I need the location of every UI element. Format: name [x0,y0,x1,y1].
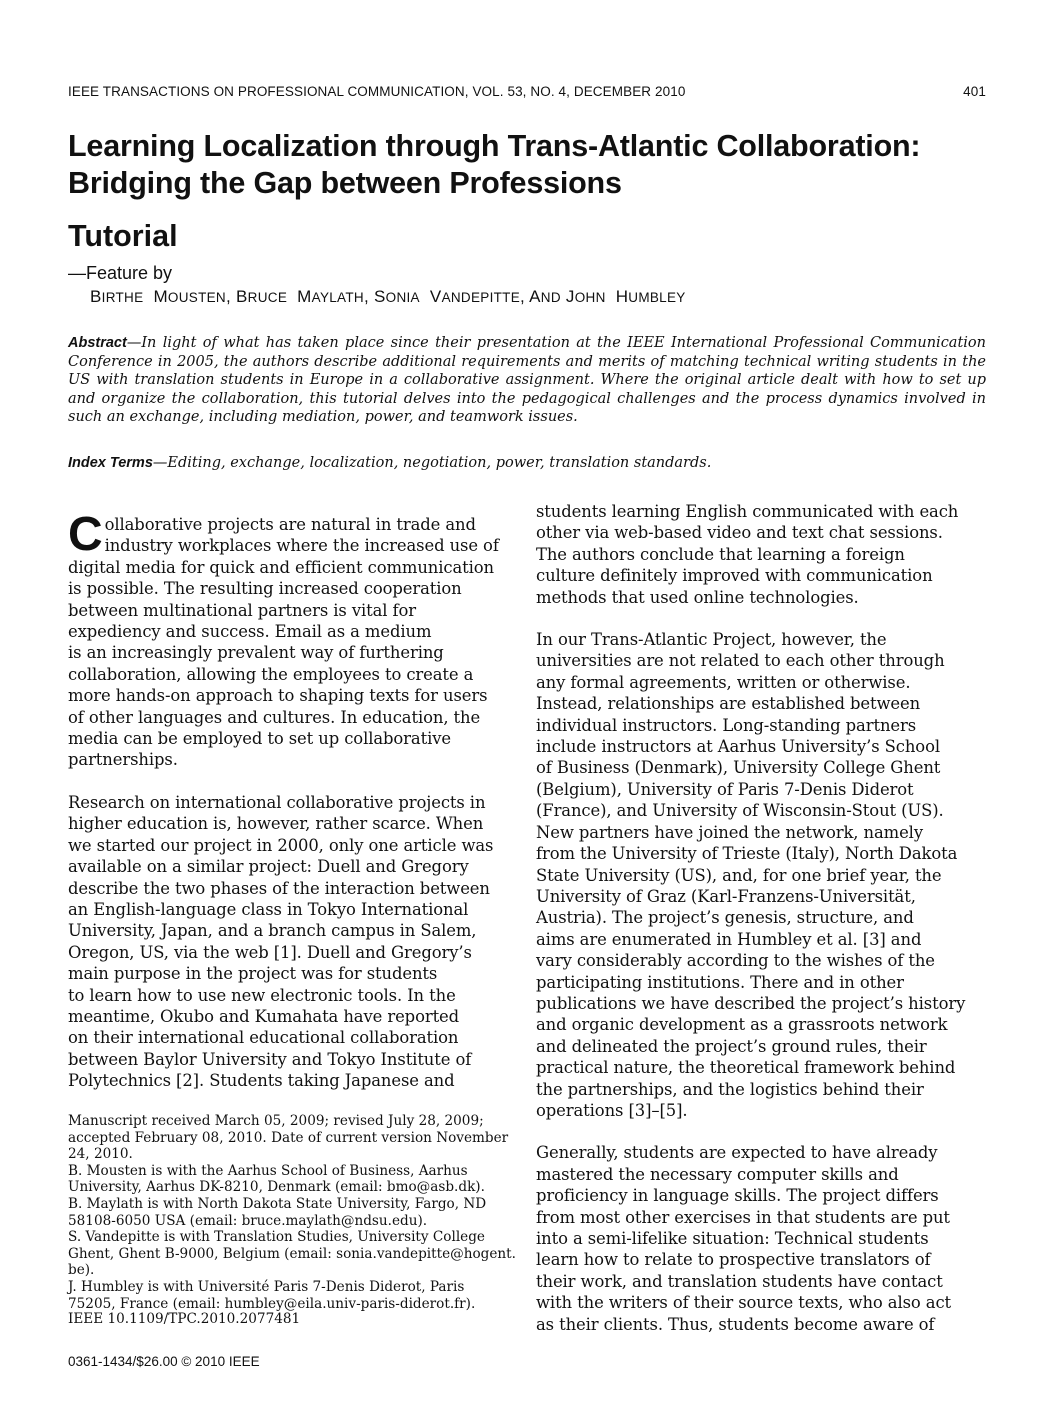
footnote-line: B. Maylath is with North Dakota State University, Fargo, ND [68,1195,487,1212]
index-terms [68,455,986,471]
footnote-line: B. Mousten is with the Aarhus School of Business, Aarhus [68,1162,468,1179]
footnote-line: S. Vandepitte is with Translation Studies, University College [68,1229,485,1246]
index-terms-label: Index Terms [68,455,153,471]
footnote-line: University, Aarhus DK-8210, Denmark (email: bmo@asb.dk). [68,1179,485,1196]
body-paragraph: Generally, students are expected to have already mastered the necessary computer skills and proficiency in language skills. The project differs from most other exercises in that students are put into a semi-lifelike situation: Technical students learn how to relate to prospective translators of their work, and translation students have contact with the writers of their source texts, who also act as their clients. Thus, students become aware of [536,1143,952,1334]
author: JOHN HUMBLEY [565,287,686,306]
body-paragraph: Research on international collaborative projects in higher education is, however, rather scarce. When we started our project in 2000, only one article was available on a similar project: Duell and Gregory describe the two phases of the interaction between an English-language class in Tokyo International University, Japan, and a branch campus in Salem, Oregon, US, via the web [1]. Duell and Gregory’s main purpose in the project was for students to learn how to use new electronic tools. In the meantime, Okubo and Kumahata have reported on their international educational collaboration between Baylor University and Tokyo Institute of Polytechnics [2]. Students taking Japanese and [68,792,494,1091]
footnote-line: Ghent, Ghent B-9000, Belgium (email: sonia.vandepitte@hogent. [68,1245,516,1262]
running-head [68,84,986,99]
and-word: AND [529,287,561,306]
footnote-line: 75205, France (email: humbley@eila.univ-paris-diderot.fr). [68,1295,476,1312]
author-list: BIRTHE MOUSTEN, BRUCE MAYLATH, SONIA VANDEPITTE, AND JOHN HUMBLEY [90,287,686,306]
author: BIRTHE MOUSTEN [90,287,226,306]
body-column-right [536,501,986,1356]
doi: IEEE 10.1109/TPC.2010.2077481 [68,1311,301,1327]
paper-title [68,128,998,202]
title-line: Bridging the Gap between Professions [68,166,622,200]
footnote-line: be). [68,1262,95,1279]
footnotes [68,1113,520,1312]
body-paragraph: students learning English communicated with each other via web-based video and text chat sessions. The authors conclude that learning a foreign culture definitely improved with communication methods that used online technologies. [536,502,959,607]
abstract-label: Abstract [68,335,127,351]
footnote-line: Manuscript received March 05, 2009; revised July 28, 2009; [68,1113,484,1129]
article-type: Tutorial [68,219,178,253]
footnote-line: 24, 2010. [68,1146,133,1163]
page-number: 401 [963,84,986,99]
author: SONIA VANDEPITTE [374,287,521,306]
body-column-left [68,508,520,1113]
abstract-text: —In light of what has taken place since their presentation at the IEEE International Professional Communication Conference in 2005, the authors describe additional requirements and merits of matching technical writing students in the US with translation students in Europe in a collaborative assignment. Where the original article dealt with how to set up and organize the collaboration, this tutorial delves into the pedagogical challenges and the process dynamics involved in such an exchange, including mediation, power, and teamwork issues. [68,335,986,426]
copyright: 0361-1434/$26.00 © 2010 IEEE [68,1354,260,1369]
footnote-line: 58108-6050 USA (email: bruce.maylath@ndsu.edu). [68,1212,428,1229]
journal-name: IEEE TRANSACTIONS ON PROFESSIONAL COMMUNICATION, VOL. 53, NO. 4, DECEMBER 2010 [68,84,686,99]
index-terms-text: —Editing, exchange, localization, negotiation, power, translation standards. [152,455,712,471]
author: BRUCE MAYLATH [236,287,364,306]
abstract [68,334,986,427]
dropcap: C [68,508,103,561]
feature-by: —Feature by [68,263,173,283]
footnote-line: J. Humbley is with Université Paris 7-Denis Diderot, Paris [68,1278,465,1295]
body-paragraph: In our Trans-Atlantic Project, however, the universities are not related to each other through any formal agreements, written or otherwise. Instead, relationships are established between individual instructors. Long-standing partners include instructors at Aarhus University’s School of Business (Denmark), University College Ghent (Belgium), University of Paris 7-Denis Diderot (France), and University of Wisconsin-Stout (US). New partners have joined the network, namely from the University of Trieste (Italy), North Dakota State University (US), and, for one brief year, the University of Graz (Karl-Franzens-Universität, Austria). The project’s genesis, structure, and aims are enumerated in Humbley et al. [3] and vary considerably according to the wishes of the participating institutions. There and in other publications we have described the project’s history and organic development as a grassroots network and delineated the project’s ground rules, their practical nature, the theoretical framework behind the partnerships, and the logistics behind their operations [3]–[5]. [536,630,966,1120]
footnote-line: accepted February 08, 2010. Date of current version November [68,1129,509,1146]
body-paragraph: Collaborative projects are natural in trade and industry workplaces where the increased use of digital media for quick and efficient communication is possible. The resulting increased cooperation between multinational partners is vital for expediency and success. Email as a medium is an increasingly prevalent way of furthering collaboration, allowing the employees to create a more hands-on approach to shaping texts for users of other languages and cultures. In education, the media can be employed to set up collaborative partnerships. [68,508,499,770]
title-line: Learning Localization through Trans-Atlantic Collaboration: [68,129,921,163]
